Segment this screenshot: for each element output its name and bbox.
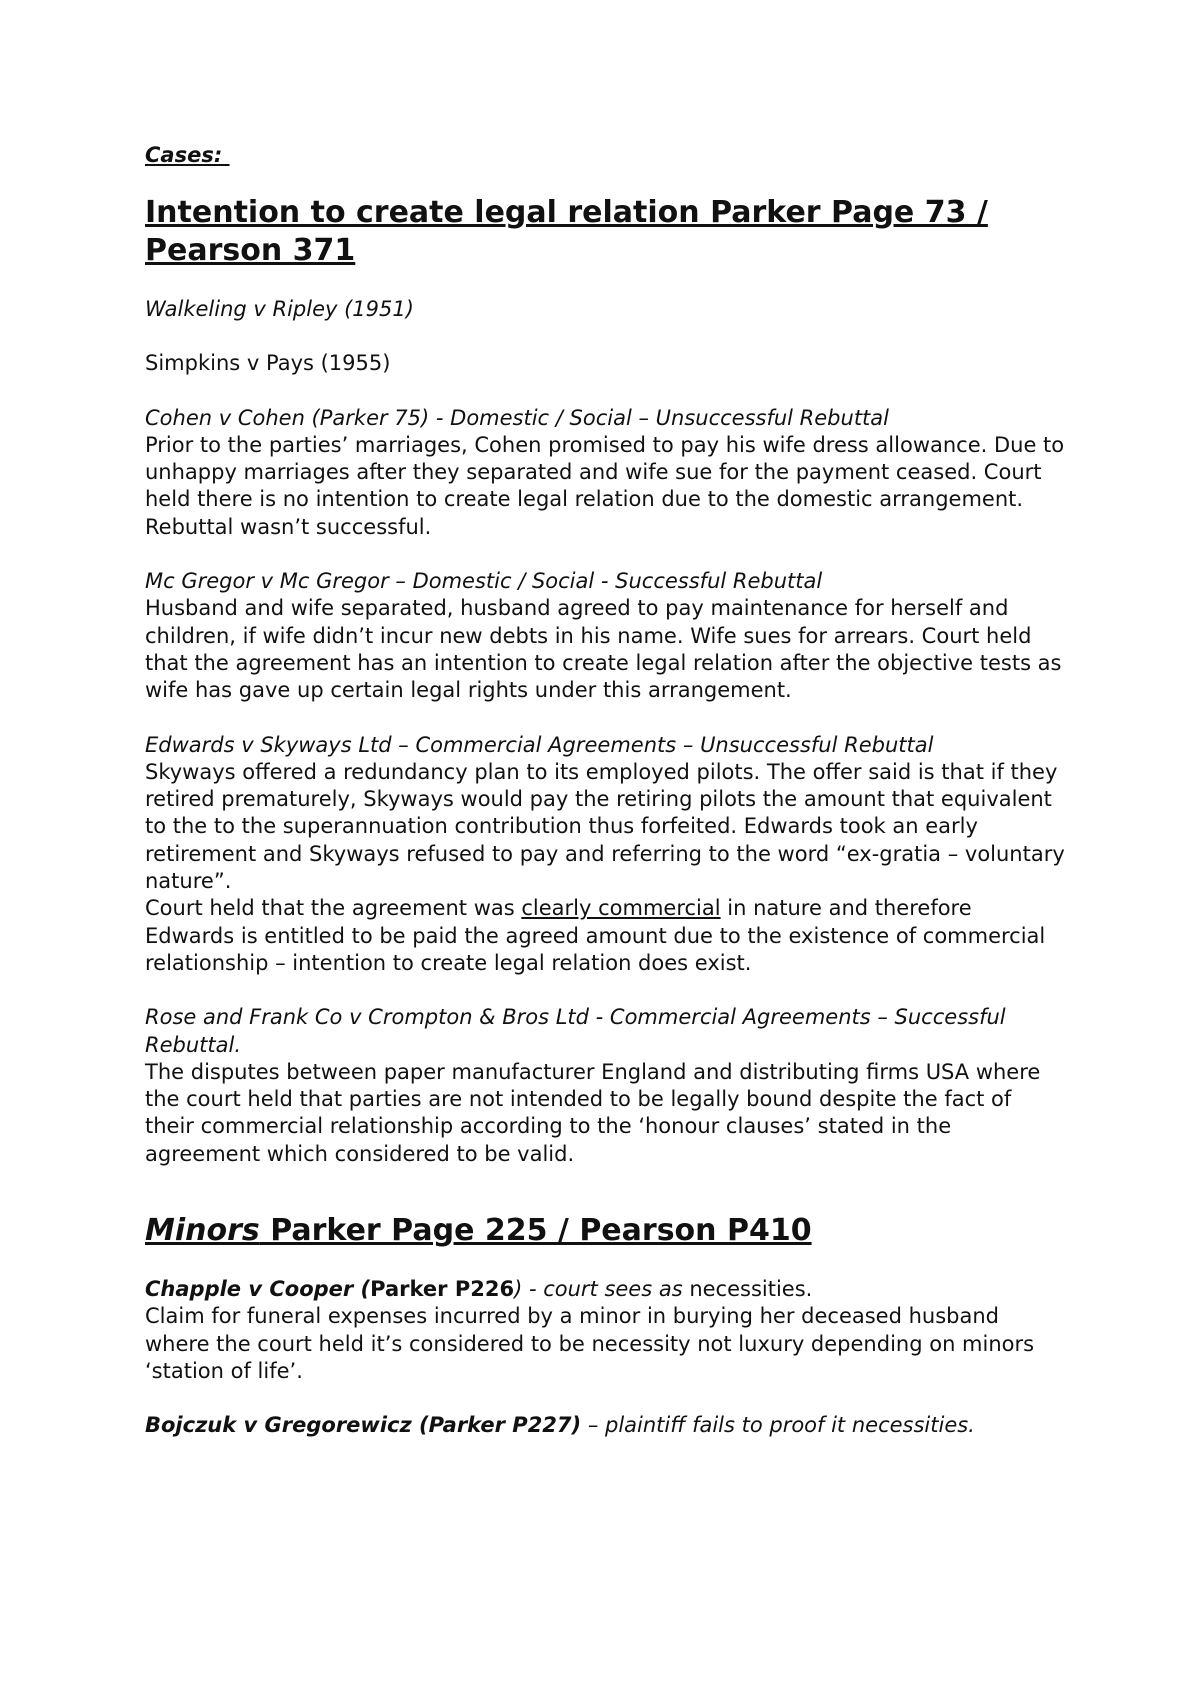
chapple-close: ) [514,1277,523,1302]
case-simpkins: Simpkins v Pays (1955) [145,351,391,376]
chapple-note-plain: necessities. [682,1277,813,1302]
case-cohen-title: Cohen v Cohen (Parker 75) - Domestic / Social – Unsuccessful Rebuttal [145,405,889,430]
minors-heading-italic: Minors [145,1213,260,1249]
bojczuk-name: Bojczuk v Gregorewicz (Parker P227) [145,1413,582,1438]
case-edwards-body-2 [145,895,1065,977]
case-edwards-body-1: Skyways offered a redundancy plan to its employed pilots. The offer said is that if they retired prematurely, Skyways would pay the retiring pilots the amount that equivalent to the to the superannuation contribution thus forfeited. Edwards took an early retirement and Skyways refused to pay and referring to the word “ex-gratia – voluntary nature”. [145,759,1065,894]
case-rose-body: The disputes between paper manufacturer England and distributing firms USA where the court held that parties are not intended to be legally bound despite the fact of their commercial relationship according to the ‘honour clauses’ stated in the agreement which considered to be valid. [145,1059,1041,1166]
case-chapple-title [145,1276,1065,1303]
minors-heading-rest: Parker Page 225 / Pearson P410 [259,1213,812,1249]
case-edwards-title: Edwards v Skyways Ltd – Commercial Agreements – Unsuccessful Rebuttal [145,732,934,757]
case-mcgregor-body: Husband and wife separated, husband agreed to pay maintenance for herself and children, if wife didn’t incur new debts in his name. Wife sues for arrears. Court held that the agreement has an intention to create legal relation after the objective tests as wife has gave up certain legal rights under this arrangement. [145,596,1062,703]
case-bojczuk-title [145,1412,1065,1439]
chapple-name: Chapple v Cooper ( [145,1277,371,1302]
edwards-body-2-start: Court held that the agreement was [145,896,522,921]
edwards-body-2-end: in nature and therefore Edwards is entitled to be paid the agreed amount due to the existence of commercial relationship – intention to create legal relation does exist. [145,896,1046,975]
underlined-phrase: clearly commercial [521,896,721,921]
cases-label: Cases: [145,143,230,167]
bojczuk-note: – plaintiff fails to proof it necessities. [581,1413,975,1438]
case-cohen-body: Prior to the parties’ marriages, Cohen promised to pay his wife dress allowance. Due to unhappy marriages after they separated and wife sue for the payment ceased. Court held there is no intention to create legal relation due to the domestic arrangement. Rebuttal wasn’t successful. [145,432,1065,539]
case-walkeling: Walkeling v Ripley (1951) [145,297,414,321]
section-heading-minors [145,1212,1065,1250]
case-rose-title: Rose and Frank Co v Crompton & Bros Ltd - Commercial Agreements – Successful Rebuttal. [145,1005,1006,1057]
case-chapple-body: Claim for funeral expenses incurred by a minor in burying her deceased husband where the court held it’s considered to be necessity not luxury depending on minors ‘station of life’. [145,1304,1035,1383]
chapple-note-italic: - court sees as [522,1277,683,1302]
document-page [145,140,1065,1440]
case-mcgregor-title: Mc Gregor v Mc Gregor – Domestic / Social - Successful Rebuttal [145,569,823,594]
section-heading-intention: Intention to create legal relation Parker Page 73 / Pearson 371 [145,195,988,268]
chapple-ref: Parker P226 [370,1277,515,1302]
